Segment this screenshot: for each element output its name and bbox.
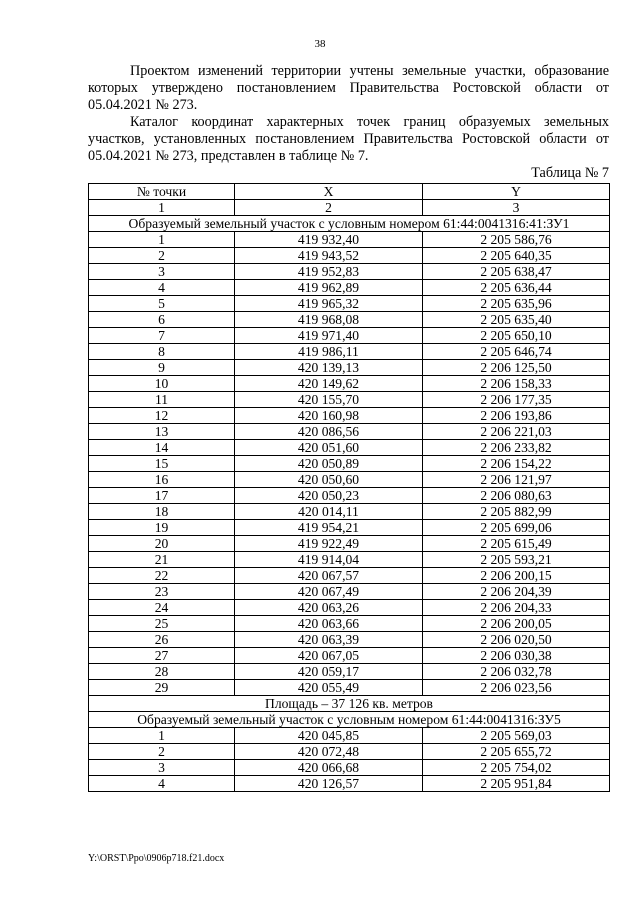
cell-y: 2 206 154,22 — [423, 456, 610, 472]
cell-x: 420 067,05 — [235, 648, 423, 664]
cell-x: 420 014,11 — [235, 504, 423, 520]
cell-x: 419 965,32 — [235, 296, 423, 312]
cell-point-number: 29 — [89, 680, 235, 696]
table-body — [89, 216, 610, 792]
cell-point-number: 27 — [89, 648, 235, 664]
table-row — [89, 264, 610, 280]
cell-y: 2 206 200,15 — [423, 568, 610, 584]
page-number: 38 — [314, 38, 326, 50]
catalog-paragraph: Каталог координат характерных точек границ образуемых земельных участков, установленных постановлением Правительства Ростовской области от 05.04.2021 № 273, представлен в таблице № 7. — [88, 114, 609, 164]
table-caption: Таблица № 7 — [531, 165, 609, 181]
cell-y: 2 206 221,03 — [423, 424, 610, 440]
cell-y: 2 205 635,96 — [423, 296, 610, 312]
cell-point-number: 3 — [89, 264, 235, 280]
table-row — [89, 280, 610, 296]
cell-y: 2 206 020,50 — [423, 632, 610, 648]
cell-point-number: 14 — [89, 440, 235, 456]
cell-point-number: 11 — [89, 392, 235, 408]
cell-y: 2 205 951,84 — [423, 776, 610, 792]
cell-point-number: 13 — [89, 424, 235, 440]
table-row — [89, 440, 610, 456]
cell-x: 420 063,39 — [235, 632, 423, 648]
cell-y: 2 205 655,72 — [423, 744, 610, 760]
cell-y: 2 205 635,40 — [423, 312, 610, 328]
table-row — [89, 760, 610, 776]
cell-x: 420 139,13 — [235, 360, 423, 376]
table-row — [89, 456, 610, 472]
cell-x: 420 149,62 — [235, 376, 423, 392]
cell-y: 2 206 080,63 — [423, 488, 610, 504]
table-row — [89, 584, 610, 600]
section-title-row — [89, 712, 610, 728]
cell-y: 2 206 125,50 — [423, 360, 610, 376]
cell-point-number: 25 — [89, 616, 235, 632]
header-point-number: № точки — [89, 184, 235, 200]
table-row — [89, 728, 610, 744]
cell-point-number: 10 — [89, 376, 235, 392]
cell-y: 2 205 593,21 — [423, 552, 610, 568]
table-row — [89, 328, 610, 344]
cell-point-number: 12 — [89, 408, 235, 424]
cell-x: 420 063,26 — [235, 600, 423, 616]
intro-paragraph: Проектом изменений территории учтены земельные участки, образование которых утверждено постановлением Правительства Ростовской области от 05.04.2021 № 273. — [88, 63, 609, 113]
cell-x: 420 086,56 — [235, 424, 423, 440]
cell-point-number: 2 — [89, 248, 235, 264]
cell-point-number: 8 — [89, 344, 235, 360]
table-row — [89, 632, 610, 648]
section-title-row — [89, 216, 610, 232]
cell-y: 2 205 640,35 — [423, 248, 610, 264]
cell-point-number: 3 — [89, 760, 235, 776]
table-row — [89, 648, 610, 664]
table-row — [89, 744, 610, 760]
cell-point-number: 21 — [89, 552, 235, 568]
cell-point-number: 26 — [89, 632, 235, 648]
footer-file-path: Y:\ORST\Ppo\0906p718.f21.docx — [88, 853, 225, 864]
cell-y: 2 205 650,10 — [423, 328, 610, 344]
table-row — [89, 664, 610, 680]
cell-x: 420 059,17 — [235, 664, 423, 680]
table-row — [89, 360, 610, 376]
column-number: 2 — [235, 200, 423, 216]
cell-x: 420 160,98 — [235, 408, 423, 424]
table-row — [89, 312, 610, 328]
cell-x: 419 971,40 — [235, 328, 423, 344]
table-row — [89, 296, 610, 312]
cell-x: 419 922,49 — [235, 536, 423, 552]
cell-y: 2 205 646,74 — [423, 344, 610, 360]
header-x: X — [235, 184, 423, 200]
coordinates-table — [88, 183, 610, 792]
cell-point-number: 7 — [89, 328, 235, 344]
cell-y: 2 206 200,05 — [423, 616, 610, 632]
cell-point-number: 1 — [89, 232, 235, 248]
section-title: Образуемый земельный участок с условным номером 61:44:0041316:41:ЗУ1 — [89, 216, 610, 232]
header-y: Y — [423, 184, 610, 200]
cell-y: 2 206 204,33 — [423, 600, 610, 616]
cell-x: 419 952,83 — [235, 264, 423, 280]
table-row — [89, 536, 610, 552]
table-row — [89, 504, 610, 520]
cell-point-number: 5 — [89, 296, 235, 312]
cell-point-number: 2 — [89, 744, 235, 760]
table-header-row — [89, 184, 610, 200]
cell-x: 419 968,08 — [235, 312, 423, 328]
cell-point-number: 20 — [89, 536, 235, 552]
cell-x: 420 051,60 — [235, 440, 423, 456]
cell-point-number: 24 — [89, 600, 235, 616]
cell-x: 419 914,04 — [235, 552, 423, 568]
cell-y: 2 205 638,47 — [423, 264, 610, 280]
table-row — [89, 408, 610, 424]
area-text: Площадь – 37 126 кв. метров — [89, 696, 610, 712]
cell-point-number: 4 — [89, 280, 235, 296]
table-row — [89, 680, 610, 696]
cell-y: 2 205 754,02 — [423, 760, 610, 776]
cell-y: 2 205 699,06 — [423, 520, 610, 536]
cell-x: 420 055,49 — [235, 680, 423, 696]
table-row — [89, 248, 610, 264]
cell-y: 2 206 204,39 — [423, 584, 610, 600]
table-row — [89, 616, 610, 632]
cell-x: 420 066,68 — [235, 760, 423, 776]
table-column-numbers-row — [89, 200, 610, 216]
cell-point-number: 4 — [89, 776, 235, 792]
cell-x: 420 063,66 — [235, 616, 423, 632]
cell-x: 419 986,11 — [235, 344, 423, 360]
section-title: Образуемый земельный участок с условным номером 61:44:0041316:ЗУ5 — [89, 712, 610, 728]
table-row — [89, 600, 610, 616]
cell-point-number: 23 — [89, 584, 235, 600]
cell-point-number: 9 — [89, 360, 235, 376]
cell-point-number: 1 — [89, 728, 235, 744]
cell-y: 2 206 233,82 — [423, 440, 610, 456]
table-row — [89, 472, 610, 488]
table-row — [89, 552, 610, 568]
cell-x: 419 932,40 — [235, 232, 423, 248]
cell-y: 2 205 636,44 — [423, 280, 610, 296]
cell-x: 419 962,89 — [235, 280, 423, 296]
table-row — [89, 488, 610, 504]
table-row — [89, 776, 610, 792]
cell-y: 2 205 882,99 — [423, 504, 610, 520]
cell-y: 2 206 023,56 — [423, 680, 610, 696]
cell-x: 420 050,89 — [235, 456, 423, 472]
table-row — [89, 568, 610, 584]
cell-y: 2 206 032,78 — [423, 664, 610, 680]
table-row — [89, 392, 610, 408]
cell-x: 420 050,60 — [235, 472, 423, 488]
table-row — [89, 520, 610, 536]
cell-x: 420 067,57 — [235, 568, 423, 584]
cell-point-number: 22 — [89, 568, 235, 584]
cell-y: 2 206 030,38 — [423, 648, 610, 664]
cell-point-number: 16 — [89, 472, 235, 488]
cell-x: 420 050,23 — [235, 488, 423, 504]
cell-y: 2 206 177,35 — [423, 392, 610, 408]
cell-x: 419 954,21 — [235, 520, 423, 536]
cell-x: 420 072,48 — [235, 744, 423, 760]
column-number: 1 — [89, 200, 235, 216]
area-row — [89, 696, 610, 712]
cell-point-number: 18 — [89, 504, 235, 520]
cell-point-number: 17 — [89, 488, 235, 504]
table-row — [89, 344, 610, 360]
cell-point-number: 15 — [89, 456, 235, 472]
table-row — [89, 424, 610, 440]
table-row — [89, 376, 610, 392]
cell-point-number: 6 — [89, 312, 235, 328]
cell-point-number: 28 — [89, 664, 235, 680]
cell-y: 2 206 121,97 — [423, 472, 610, 488]
cell-y: 2 205 586,76 — [423, 232, 610, 248]
cell-y: 2 206 158,33 — [423, 376, 610, 392]
cell-point-number: 19 — [89, 520, 235, 536]
cell-x: 420 126,57 — [235, 776, 423, 792]
column-number: 3 — [423, 200, 610, 216]
cell-x: 420 155,70 — [235, 392, 423, 408]
cell-x: 419 943,52 — [235, 248, 423, 264]
cell-x: 420 045,85 — [235, 728, 423, 744]
cell-y: 2 205 569,03 — [423, 728, 610, 744]
table-row — [89, 232, 610, 248]
cell-y: 2 205 615,49 — [423, 536, 610, 552]
cell-y: 2 206 193,86 — [423, 408, 610, 424]
cell-x: 420 067,49 — [235, 584, 423, 600]
